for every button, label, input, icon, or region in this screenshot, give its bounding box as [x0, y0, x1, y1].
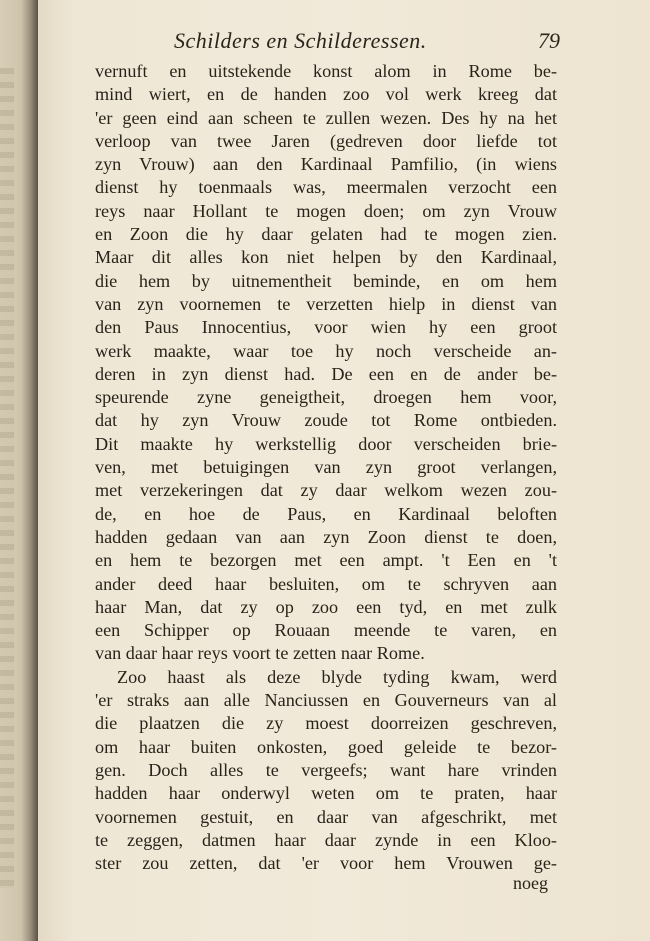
text-line: ander deed haar besluiten, om te schryven aan: [95, 573, 557, 594]
text-line: van zyn voornemen te verzetten hielp in dienst van: [95, 293, 557, 314]
text-line: Zoo haast als deze blyde tyding kwam, werd: [117, 666, 557, 687]
text-line: die plaatzen die zy moest doorreizen geschreven,: [95, 713, 557, 734]
text-line: Maar dit alles kon niet helpen by den Kardinaal,: [95, 247, 557, 268]
page-header: [168, 28, 560, 60]
text-line: Dit maakte hy werkstellig door verscheiden brie-: [95, 433, 557, 454]
text-line: van daar haar reys voort te zetten naar Rome.: [95, 643, 425, 664]
text-line: en Zoon die hy daar gelaten had te mogen zien.: [95, 224, 557, 245]
catchword: noeg: [513, 873, 548, 893]
text-line: hadden gedaan van aan zyn Zoon dienst te doen,: [95, 526, 557, 547]
text-line: speurende zyne geneigtheit, droegen hem voor,: [95, 387, 557, 408]
text-line: haar Man, dat zy op zoo een tyd, en met zulk: [95, 596, 557, 617]
text-line: een Schipper op Rouaan meende te varen, en: [95, 620, 557, 641]
text-line: gen. Doch alles te vergeefs; want hare vrinden: [95, 759, 557, 780]
text-line: den Paus Innocentius, voor wien hy een groot: [95, 317, 557, 338]
text-line: voornemen gestuit, en daar van afgeschrikt, met: [95, 806, 557, 827]
running-head: Schilders en Schilderessen.: [174, 28, 427, 53]
text-line: deren in zyn dienst had. De een en de ander be-: [95, 363, 557, 384]
page-number: 79: [538, 28, 560, 53]
text-line: dienst hy toenmaals was, meermalen verzocht een: [95, 177, 557, 198]
text-line: verloop van twee Jaren (gedreven door liefde tot: [95, 130, 557, 151]
text-line: ven, met betuigingen van zyn groot verlangen,: [95, 457, 557, 478]
text-line: de, en hoe de Paus, en Kardinaal beloften: [95, 503, 557, 524]
text-line: met verzekeringen dat zy daar welkom wezen zou-: [95, 480, 557, 501]
text-line: werk maakte, waar toe hy noch verscheide an-: [95, 340, 557, 361]
text-line: mind wiert, en de handen zoo vol werk kreeg dat: [95, 84, 557, 105]
text-line: vernuft en uitstekende konst alom in Rome be-: [95, 61, 557, 81]
text-line: hadden haar onderwyl weten om te praten, haar: [95, 783, 557, 804]
text-line: die hem by uitnementheit beminde, en om hem: [95, 270, 557, 291]
text-line: zyn Vrouw) aan den Kardinaal Pamfilio, (in wiens: [95, 154, 557, 175]
body-text: [95, 60, 557, 875]
text-line: dat hy zyn Vrouw zoude tot Rome ontbieden.: [95, 410, 557, 431]
text-line: 'er straks aan alle Nanciussen en Gouverneurs van al: [95, 690, 557, 711]
text-line: reys naar Hollant te mogen doen; om zyn Vrouw: [95, 200, 557, 221]
text-line: ster zou zetten, dat 'er voor hem Vrouwen ge-: [95, 853, 557, 874]
text-line: en hem te bezorgen met een ampt. 't Een en 't: [95, 550, 557, 571]
facing-page-edge: [0, 68, 14, 888]
text-line: te zeggen, datmen haar daar zynde in een Kloo-: [95, 829, 557, 850]
text-line: 'er geen eind aan scheen te zullen wezen. Des hy na het: [95, 107, 557, 128]
text-line: om haar buiten onkosten, goed geleide te bezor-: [95, 736, 557, 757]
